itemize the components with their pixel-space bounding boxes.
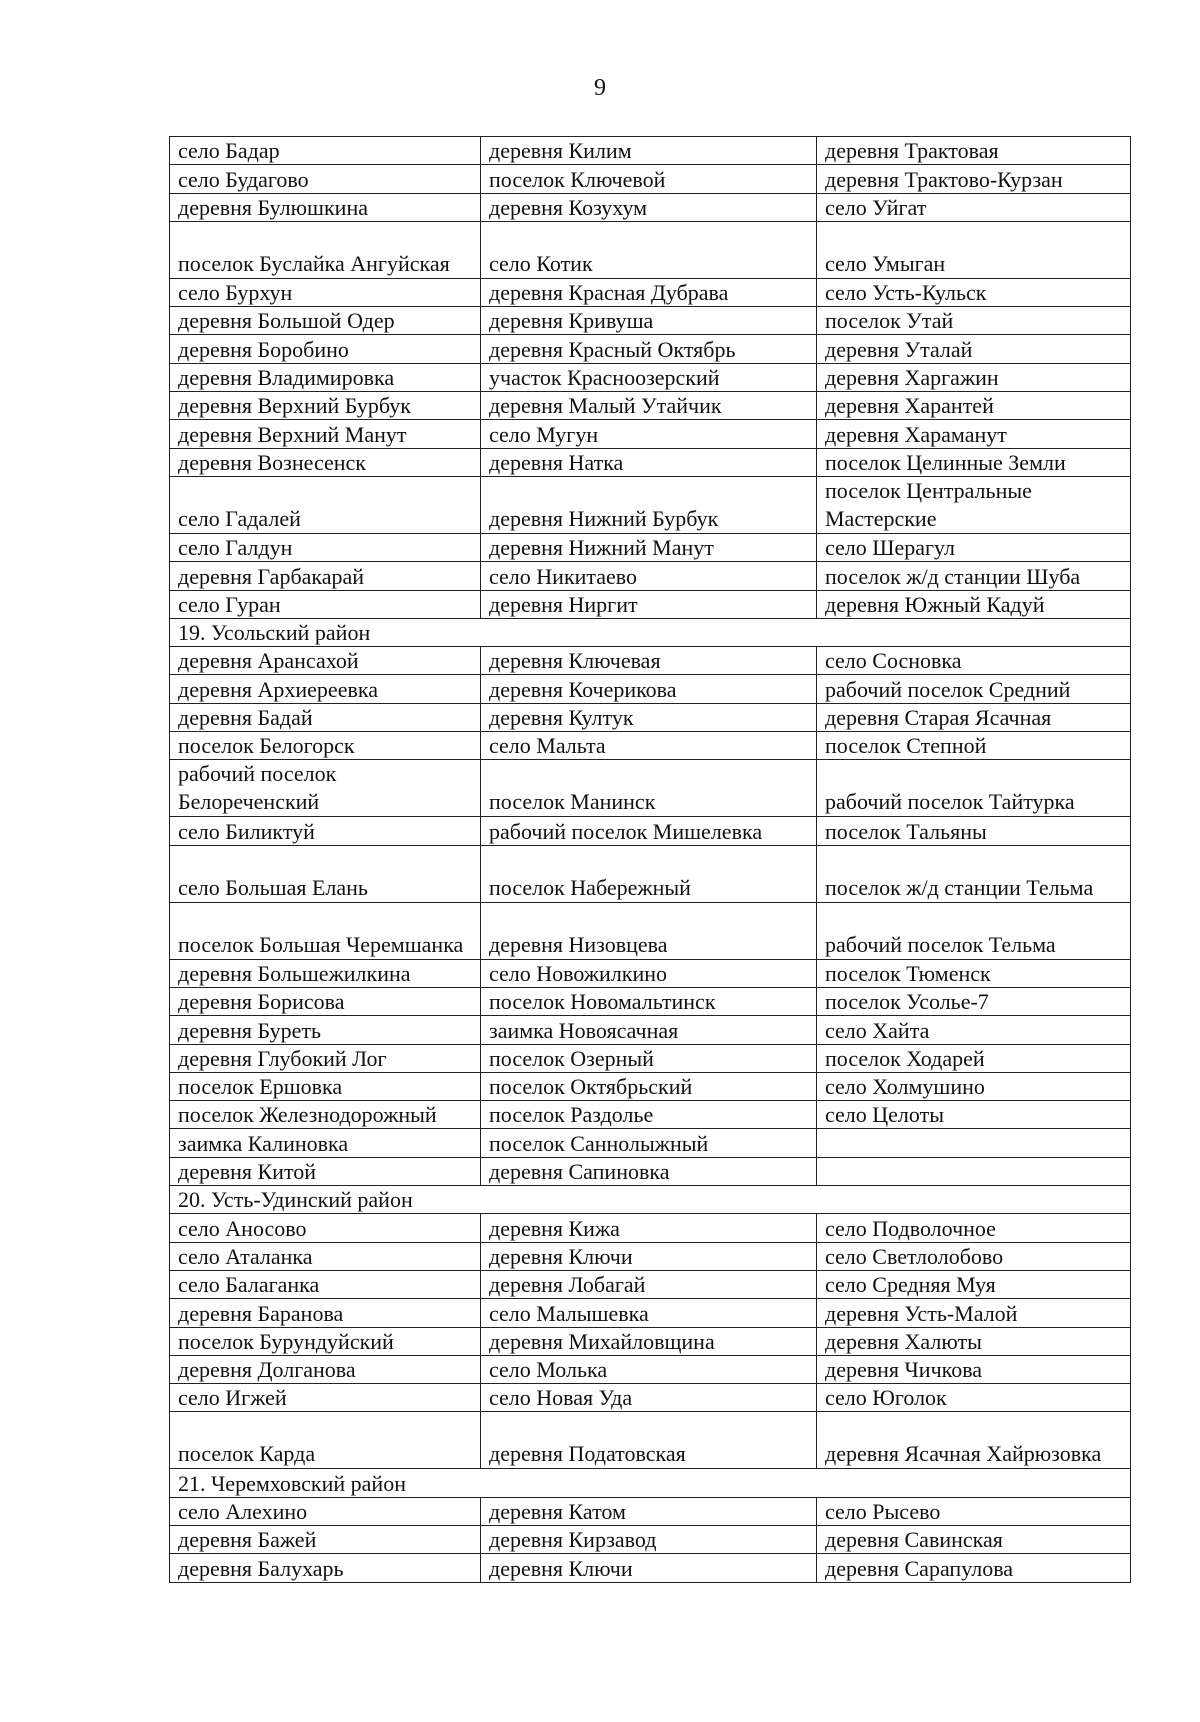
table-row <box>170 1554 1131 1582</box>
table-row <box>170 392 1131 420</box>
settlement-cell: рабочий поселок Белореченский <box>170 760 481 817</box>
settlement-cell: рабочий поселок Тельма <box>817 902 1131 959</box>
table-row <box>170 675 1131 703</box>
settlement-cell: деревня Старая Ясачная <box>817 703 1131 731</box>
settlement-cell: деревня Трактовая <box>817 137 1131 165</box>
page-number: 9 <box>594 75 606 101</box>
district-heading: 19. Усольский район <box>170 618 1131 646</box>
settlement-cell: село Балаганка <box>170 1270 481 1298</box>
settlement-cell: село Юголок <box>817 1384 1131 1412</box>
settlement-cell: село Малышевка <box>481 1299 817 1327</box>
table-row <box>170 533 1131 561</box>
settlement-cell: рабочий поселок Тайтурка <box>817 760 1131 817</box>
table-row <box>170 845 1131 902</box>
settlement-cell: село Гуран <box>170 590 481 618</box>
settlement-cell: деревня Кирзавод <box>481 1525 817 1553</box>
settlement-cell: деревня Ключевая <box>481 647 817 675</box>
settlement-cell: деревня Буреть <box>170 1016 481 1044</box>
settlement-cell: деревня Гарбакарай <box>170 562 481 590</box>
settlement-cell: деревня Кижа <box>481 1214 817 1242</box>
settlement-cell: поселок Тальяны <box>817 817 1131 845</box>
settlement-cell <box>817 1157 1131 1185</box>
settlement-cell: село Котик <box>481 221 817 278</box>
table-row <box>170 307 1131 335</box>
settlement-cell: деревня Верхний Бурбук <box>170 392 481 420</box>
settlement-cell: село Светлолобово <box>817 1242 1131 1270</box>
settlement-cell: поселок Ходарей <box>817 1044 1131 1072</box>
table-row <box>170 1044 1131 1072</box>
settlement-cell: село Бадар <box>170 137 481 165</box>
settlement-cell: деревня Хараманут <box>817 420 1131 448</box>
settlement-cell: деревня Катом <box>481 1497 817 1525</box>
settlement-cell: поселок Озерный <box>481 1044 817 1072</box>
settlement-cell: село Мугун <box>481 420 817 448</box>
settlement-cell: деревня Килим <box>481 137 817 165</box>
settlement-cell: поселок Белогорск <box>170 732 481 760</box>
settlement-cell: село Умыган <box>817 221 1131 278</box>
settlement-cell: село Шерагул <box>817 533 1131 561</box>
settlement-cell: поселок Манинск <box>481 760 817 817</box>
settlement-cell: деревня Вознесенск <box>170 448 481 476</box>
settlement-cell: село Бурхун <box>170 278 481 306</box>
settlement-cell: деревня Глубокий Лог <box>170 1044 481 1072</box>
settlement-cell: село Галдун <box>170 533 481 561</box>
settlement-cell: деревня Сарапулова <box>817 1554 1131 1582</box>
table-row <box>170 476 1131 533</box>
settlement-cell: поселок Карда <box>170 1412 481 1469</box>
settlement-cell: поселок Железнодорожный <box>170 1101 481 1129</box>
settlement-cell: деревня Чичкова <box>817 1355 1131 1383</box>
table-row <box>170 193 1131 221</box>
settlement-cell: поселок Бурундуйский <box>170 1327 481 1355</box>
table-row <box>170 1299 1131 1327</box>
settlement-cell: деревня Арансахой <box>170 647 481 675</box>
settlement-cell: деревня Боробино <box>170 335 481 363</box>
settlement-cell: деревня Бадай <box>170 703 481 731</box>
table-row <box>170 959 1131 987</box>
settlement-cell <box>817 1129 1131 1157</box>
settlement-cell: деревня Ниргит <box>481 590 817 618</box>
settlement-cell: село Усть-Кульск <box>817 278 1131 306</box>
settlement-cell: деревня Михайловщина <box>481 1327 817 1355</box>
settlement-cell: поселок Раздолье <box>481 1101 817 1129</box>
settlement-cell: деревня Сапиновка <box>481 1157 817 1185</box>
settlement-cell: поселок ж/д станции Тельма <box>817 845 1131 902</box>
district-header-row <box>170 618 1131 646</box>
settlement-cell: поселок Тюменск <box>817 959 1131 987</box>
settlement-cell: деревня Савинская <box>817 1525 1131 1553</box>
settlement-cell: поселок Набережный <box>481 845 817 902</box>
table-row <box>170 1412 1131 1469</box>
settlement-cell: село Будагово <box>170 165 481 193</box>
table-row <box>170 137 1131 165</box>
settlement-cell: деревня Кочерикова <box>481 675 817 703</box>
settlement-cell: деревня Красный Октябрь <box>481 335 817 363</box>
table-row <box>170 562 1131 590</box>
settlement-cell: село Алехино <box>170 1497 481 1525</box>
table-row <box>170 335 1131 363</box>
settlement-cell: деревня Владимировка <box>170 363 481 391</box>
table-row <box>170 590 1131 618</box>
table-row <box>170 1327 1131 1355</box>
settlement-cell: деревня Усть-Малой <box>817 1299 1131 1327</box>
table-row <box>170 902 1131 959</box>
settlement-cell: поселок Степной <box>817 732 1131 760</box>
settlement-cell: село Игжей <box>170 1384 481 1412</box>
table-row <box>170 448 1131 476</box>
settlement-cell: село Средняя Муя <box>817 1270 1131 1298</box>
settlement-cell: село Подволочное <box>817 1214 1131 1242</box>
settlement-cell: заимка Новоясачная <box>481 1016 817 1044</box>
settlement-cell: деревня Борисова <box>170 987 481 1015</box>
table-row <box>170 703 1131 731</box>
table-row <box>170 1157 1131 1185</box>
settlement-cell: деревня Лобагай <box>481 1270 817 1298</box>
settlement-cell: деревня Кривуша <box>481 307 817 335</box>
table-row <box>170 1525 1131 1553</box>
table-row <box>170 1214 1131 1242</box>
settlement-cell: деревня Большежилкина <box>170 959 481 987</box>
table-row <box>170 420 1131 448</box>
settlement-cell: деревня Балухарь <box>170 1554 481 1582</box>
settlement-cell: село Холмушино <box>817 1072 1131 1100</box>
settlement-cell: деревня Натка <box>481 448 817 476</box>
settlement-cell: деревня Баранова <box>170 1299 481 1327</box>
settlement-cell: село Сосновка <box>817 647 1131 675</box>
table-row <box>170 1497 1131 1525</box>
settlement-cell: деревня Бажей <box>170 1525 481 1553</box>
settlement-cell: поселок Октябрьский <box>481 1072 817 1100</box>
table-row <box>170 1270 1131 1298</box>
settlement-cell: деревня Верхний Манут <box>170 420 481 448</box>
settlement-cell: деревня Китой <box>170 1157 481 1185</box>
settlement-cell: деревня Харгажин <box>817 363 1131 391</box>
settlement-cell: участок Красноозерский <box>481 363 817 391</box>
table-row <box>170 363 1131 391</box>
settlement-cell: село Новая Уда <box>481 1384 817 1412</box>
settlement-cell: деревня Малый Утайчик <box>481 392 817 420</box>
table-row <box>170 1101 1131 1129</box>
settlement-cell: деревня Халюты <box>817 1327 1131 1355</box>
district-heading: 21. Черемховский район <box>170 1469 1131 1497</box>
settlement-cell: деревня Красная Дубрава <box>481 278 817 306</box>
table-row <box>170 221 1131 278</box>
settlement-cell: село Аносово <box>170 1214 481 1242</box>
settlement-cell: деревня Булюшкина <box>170 193 481 221</box>
settlement-cell: село Уйгат <box>817 193 1131 221</box>
table-row <box>170 817 1131 845</box>
settlement-cell: деревня Большой Одер <box>170 307 481 335</box>
settlement-cell: поселок Утай <box>817 307 1131 335</box>
settlement-cell: деревня Харантей <box>817 392 1131 420</box>
settlement-cell: село Рысево <box>817 1497 1131 1525</box>
settlement-cell: поселок Саннолыжный <box>481 1129 817 1157</box>
settlement-cell: деревня Долганова <box>170 1355 481 1383</box>
settlements-table <box>169 136 1131 1583</box>
settlement-cell: село Гадалей <box>170 476 481 533</box>
settlement-cell: поселок Ключевой <box>481 165 817 193</box>
district-header-row <box>170 1186 1131 1214</box>
settlement-cell: деревня Козухум <box>481 193 817 221</box>
settlement-cell: деревня Податовская <box>481 1412 817 1469</box>
settlement-cell: село Молька <box>481 1355 817 1383</box>
settlement-cell: село Мальта <box>481 732 817 760</box>
settlement-cell: село Большая Елань <box>170 845 481 902</box>
settlement-cell: село Новожилкино <box>481 959 817 987</box>
table-row <box>170 165 1131 193</box>
settlement-cell: деревня Култук <box>481 703 817 731</box>
table-row <box>170 278 1131 306</box>
settlement-cell: поселок Ершовка <box>170 1072 481 1100</box>
settlement-cell: поселок Центральные Мастерские <box>817 476 1131 533</box>
settlement-cell: деревня Трактово-Курзан <box>817 165 1131 193</box>
settlement-cell: деревня Уталай <box>817 335 1131 363</box>
table-row <box>170 760 1131 817</box>
settlement-cell: поселок Новомальтинск <box>481 987 817 1015</box>
settlement-cell: деревня Ясачная Хайрюзовка <box>817 1412 1131 1469</box>
settlement-cell: поселок Буслайка Ангуйская <box>170 221 481 278</box>
settlement-cell: деревня Ключи <box>481 1242 817 1270</box>
settlement-cell: деревня Низовцева <box>481 902 817 959</box>
settlement-cell: поселок Усолье-7 <box>817 987 1131 1015</box>
table-row <box>170 1355 1131 1383</box>
settlement-cell: деревня Нижний Бурбук <box>481 476 817 533</box>
settlement-cell: село Аталанка <box>170 1242 481 1270</box>
table-row <box>170 987 1131 1015</box>
table-row <box>170 1016 1131 1044</box>
settlement-cell: село Биликтуй <box>170 817 481 845</box>
district-heading: 20. Усть-Удинский район <box>170 1186 1131 1214</box>
district-header-row <box>170 1469 1131 1497</box>
settlement-cell: деревня Архиереевка <box>170 675 481 703</box>
table-row <box>170 1072 1131 1100</box>
table-row <box>170 1384 1131 1412</box>
settlement-cell: рабочий поселок Средний <box>817 675 1131 703</box>
settlement-cell: рабочий поселок Мишелевка <box>481 817 817 845</box>
settlement-cell: село Хайта <box>817 1016 1131 1044</box>
settlement-cell: заимка Калиновка <box>170 1129 481 1157</box>
table-row <box>170 1242 1131 1270</box>
settlement-cell: село Никитаево <box>481 562 817 590</box>
settlement-cell: поселок ж/д станции Шуба <box>817 562 1131 590</box>
settlement-cell: село Целоты <box>817 1101 1131 1129</box>
table-row <box>170 1129 1131 1157</box>
table-row <box>170 647 1131 675</box>
settlement-cell: поселок Целинные Земли <box>817 448 1131 476</box>
settlement-cell: деревня Нижний Манут <box>481 533 817 561</box>
settlement-cell: деревня Ключи <box>481 1554 817 1582</box>
settlement-cell: деревня Южный Кадуй <box>817 590 1131 618</box>
table-row <box>170 732 1131 760</box>
settlement-cell: поселок Большая Черемшанка <box>170 902 481 959</box>
table-body <box>170 137 1131 1583</box>
